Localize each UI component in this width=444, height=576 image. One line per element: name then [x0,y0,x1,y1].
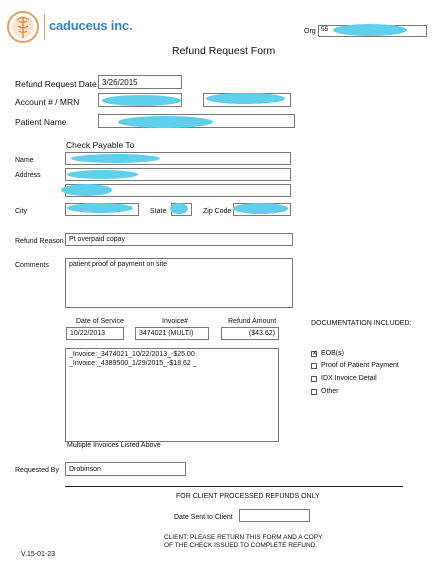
date-of-service-label: Date of Service [76,318,124,325]
form-title: Refund Request Form [172,45,276,57]
redaction [71,154,160,163]
caduceus-logo-icon [6,10,40,44]
checkbox-icon[interactable] [311,389,317,395]
multiple-invoices-note: Multiple Invoices Listed Above [67,442,161,449]
redaction [170,203,188,214]
doc-item-label: Other [321,388,339,395]
invoice-line: _Invoice:_3474021_10/22/2013_-$25.00 [69,351,195,358]
client-section-heading: FOR CLIENT PROCESSED REFUNDS ONLY [176,493,320,500]
city-label: City [15,208,28,215]
client-note-line2: OF THE CHECK ISSUED TO COMPLETE REFUND. [164,542,318,549]
requested-by-value: Drobinson [69,466,101,473]
documentation-heading: DOCUMENTATION INCLUDED: [311,320,412,327]
account-label: Account # / MRN [15,97,80,107]
refund-amount-label: Refund Amount [228,318,277,325]
invoice-number-label: Invoice# [162,318,189,325]
zip-label: Zip Code [203,208,232,215]
check-payable-heading: Check Payable To [66,140,135,150]
comments-field[interactable] [65,258,293,308]
redaction [61,184,112,196]
invoice-number-value: 3474021 (MULTI) [139,330,194,337]
requested-by-label: Requested By [15,467,59,474]
doc-item-label: EOB(s) [321,350,344,357]
doc-item-label: IDX Invoice Detail [321,375,377,382]
version-label: V.15-01-23 [21,551,55,558]
section-divider [65,486,403,487]
refund-amount-value: ($43.62) [248,330,275,337]
refund-amount-field[interactable] [221,327,279,340]
invoice-list[interactable] [65,348,279,442]
redaction [67,170,138,179]
org-label: Org [304,28,316,35]
date-sent-label: Date Sent to Client [174,514,233,521]
checkbox-icon[interactable] [311,376,317,382]
client-note-line1: CLIENT: PLEASE RETURN THIS FORM AND A COPY [164,534,323,541]
checkbox-icon[interactable] [311,363,317,369]
patient-name-label: Patient Name [15,117,67,127]
logo-text: caduceus inc. [49,18,133,33]
date-of-service-value: 10/22/2013 [70,330,106,337]
refund-reason-field[interactable] [65,233,293,246]
redaction [118,116,213,128]
refund-date-label: Refund Request Date [15,79,97,89]
redaction [233,203,288,214]
requested-by-field[interactable] [65,462,186,476]
redaction [333,24,407,36]
org-value: 55 [321,26,329,33]
refund-reason-label: Refund Reason [15,238,64,245]
state-label: State [150,208,167,215]
comments-label: Comments [15,262,49,269]
redaction [67,203,133,213]
address-label: Address [15,172,41,179]
invoice-line: _Invoice:_4389500_1/29/2015_-$18.62 _ [69,360,197,368]
refund-reason-value: Pt overpaid copay [69,236,126,243]
redaction [206,93,285,104]
comments-value: patient proof of payment on site [69,261,168,268]
payee-name-label: Name [15,157,34,164]
refund-date-value: 3/26/2015 [102,78,138,87]
logo [6,10,136,44]
doc-item-label: Proof of Patient Payment [321,362,399,369]
invoice-number-field[interactable] [135,327,209,340]
redaction [102,95,181,106]
checkbox-checked-icon[interactable]: ✕ [312,351,318,357]
date-of-service-field[interactable] [66,327,124,340]
date-sent-field[interactable] [239,509,310,522]
refund-date-field[interactable] [98,75,182,89]
